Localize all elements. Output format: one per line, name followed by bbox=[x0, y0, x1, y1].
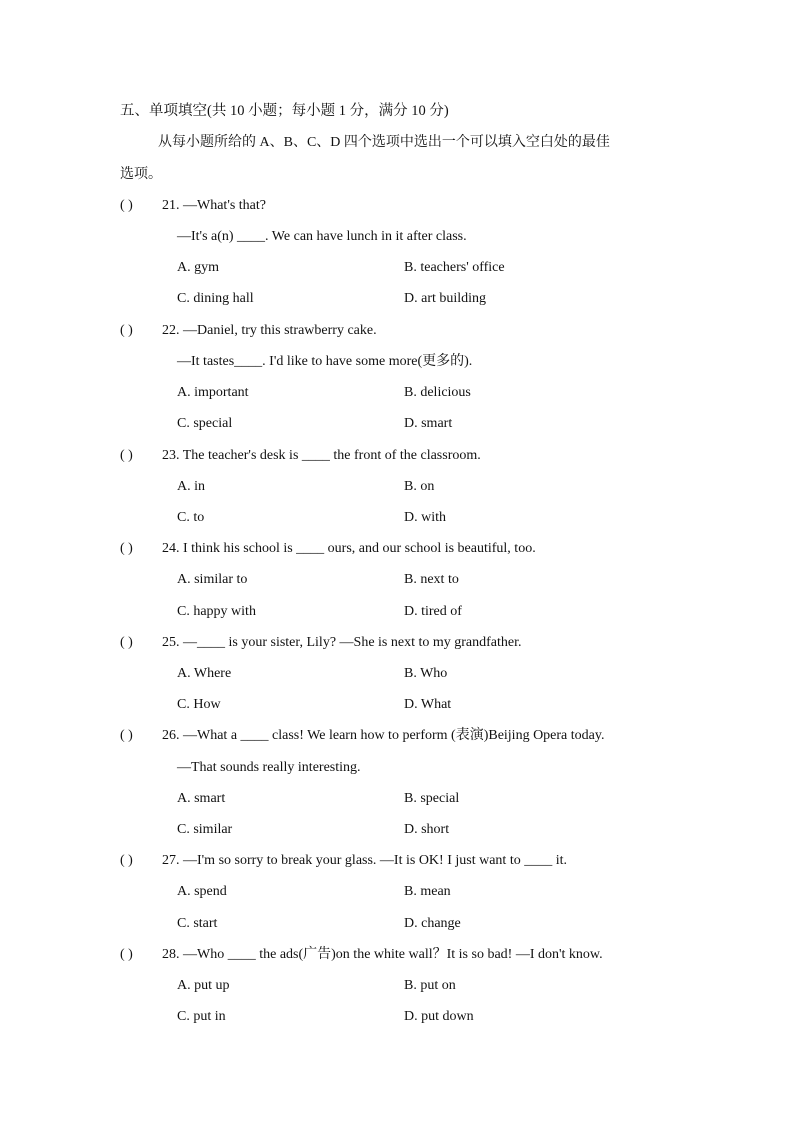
question-stem: 27. —I'm so sorry to break your glass. —It is OK! I just want to ____ it. bbox=[162, 853, 567, 868]
option-b: B. Who bbox=[404, 666, 448, 681]
option-b: B. on bbox=[404, 479, 435, 494]
option-a: A. in bbox=[177, 479, 205, 494]
option-b: B. teachers' office bbox=[404, 260, 505, 275]
question-24 bbox=[120, 540, 536, 558]
question-26-line-2: —That sounds really interesting. bbox=[177, 760, 361, 775]
option-d: D. art building bbox=[404, 291, 487, 306]
option-b: B. mean bbox=[404, 884, 451, 899]
question-23 bbox=[120, 447, 481, 465]
option-c: C. to bbox=[177, 510, 205, 525]
question-28 bbox=[120, 946, 603, 964]
option-d: D. change bbox=[404, 916, 461, 931]
instruction-line-1: 从每小题所给的 A、B、C、D 四个选项中选出一个可以填入空白处的最佳 bbox=[158, 135, 610, 150]
answer-blank[interactable]: ( ) bbox=[120, 635, 133, 650]
question-25 bbox=[120, 634, 522, 652]
question-22 bbox=[120, 322, 377, 340]
answer-blank[interactable]: ( ) bbox=[120, 541, 133, 556]
question-stem: 26. —What a ____ class! We learn how to perform (表演)Beijing Opera today. bbox=[162, 728, 605, 743]
option-c: C. happy with bbox=[177, 604, 256, 619]
option-d: D. tired of bbox=[404, 604, 462, 619]
answer-blank[interactable]: ( ) bbox=[120, 947, 133, 962]
question-27 bbox=[120, 852, 567, 870]
option-c: C. How bbox=[177, 697, 221, 712]
option-d: D. short bbox=[404, 822, 450, 837]
instruction-line-2: 选项。 bbox=[120, 167, 162, 182]
option-d: D. put down bbox=[404, 1009, 474, 1024]
section-heading: 五、单项填空(共 10 小题；每小题 1 分，满分 10 分) bbox=[120, 103, 449, 119]
question-21 bbox=[120, 197, 266, 215]
question-stem: 24. I think his school is ____ ours, and our school is beautiful, too. bbox=[162, 541, 536, 556]
option-b: B. special bbox=[404, 791, 460, 806]
option-c: C. put in bbox=[177, 1009, 226, 1024]
option-c: C. special bbox=[177, 416, 233, 431]
option-b: B. delicious bbox=[404, 385, 471, 400]
option-a: A. smart bbox=[177, 791, 226, 806]
option-a: A. gym bbox=[177, 260, 219, 275]
option-c: C. dining hall bbox=[177, 291, 254, 306]
option-a: A. similar to bbox=[177, 572, 248, 587]
option-d: D. What bbox=[404, 697, 452, 712]
question-21-line-2: —It's a(n) ____. We can have lunch in it after class. bbox=[177, 229, 467, 244]
question-stem: 23. The teacher's desk is ____ the front of the classroom. bbox=[162, 448, 481, 463]
question-stem: 25. —____ is your sister, Lily? —She is next to my grandfather. bbox=[162, 635, 522, 650]
question-stem: 22. —Daniel, try this strawberry cake. bbox=[162, 323, 377, 338]
option-b: B. next to bbox=[404, 572, 459, 587]
question-stem: 21. —What's that? bbox=[162, 198, 266, 213]
option-c: C. start bbox=[177, 916, 218, 931]
question-22-line-2: —It tastes____. I'd like to have some more(更多的). bbox=[177, 354, 473, 369]
option-d: D. smart bbox=[404, 416, 453, 431]
option-a: A. important bbox=[177, 385, 249, 400]
option-d: D. with bbox=[404, 510, 446, 525]
option-a: A. spend bbox=[177, 884, 227, 899]
question-26 bbox=[120, 727, 604, 745]
answer-blank[interactable]: ( ) bbox=[120, 323, 133, 338]
answer-blank[interactable]: ( ) bbox=[120, 198, 133, 213]
option-c: C. similar bbox=[177, 822, 233, 837]
option-b: B. put on bbox=[404, 978, 456, 993]
option-a: A. Where bbox=[177, 666, 232, 681]
answer-blank[interactable]: ( ) bbox=[120, 728, 133, 743]
option-a: A. put up bbox=[177, 978, 230, 993]
answer-blank[interactable]: ( ) bbox=[120, 853, 133, 868]
answer-blank[interactable]: ( ) bbox=[120, 448, 133, 463]
question-stem: 28. —Who ____ the ads(广告)on the white wall？It is so bad! —I don't know. bbox=[162, 947, 603, 962]
